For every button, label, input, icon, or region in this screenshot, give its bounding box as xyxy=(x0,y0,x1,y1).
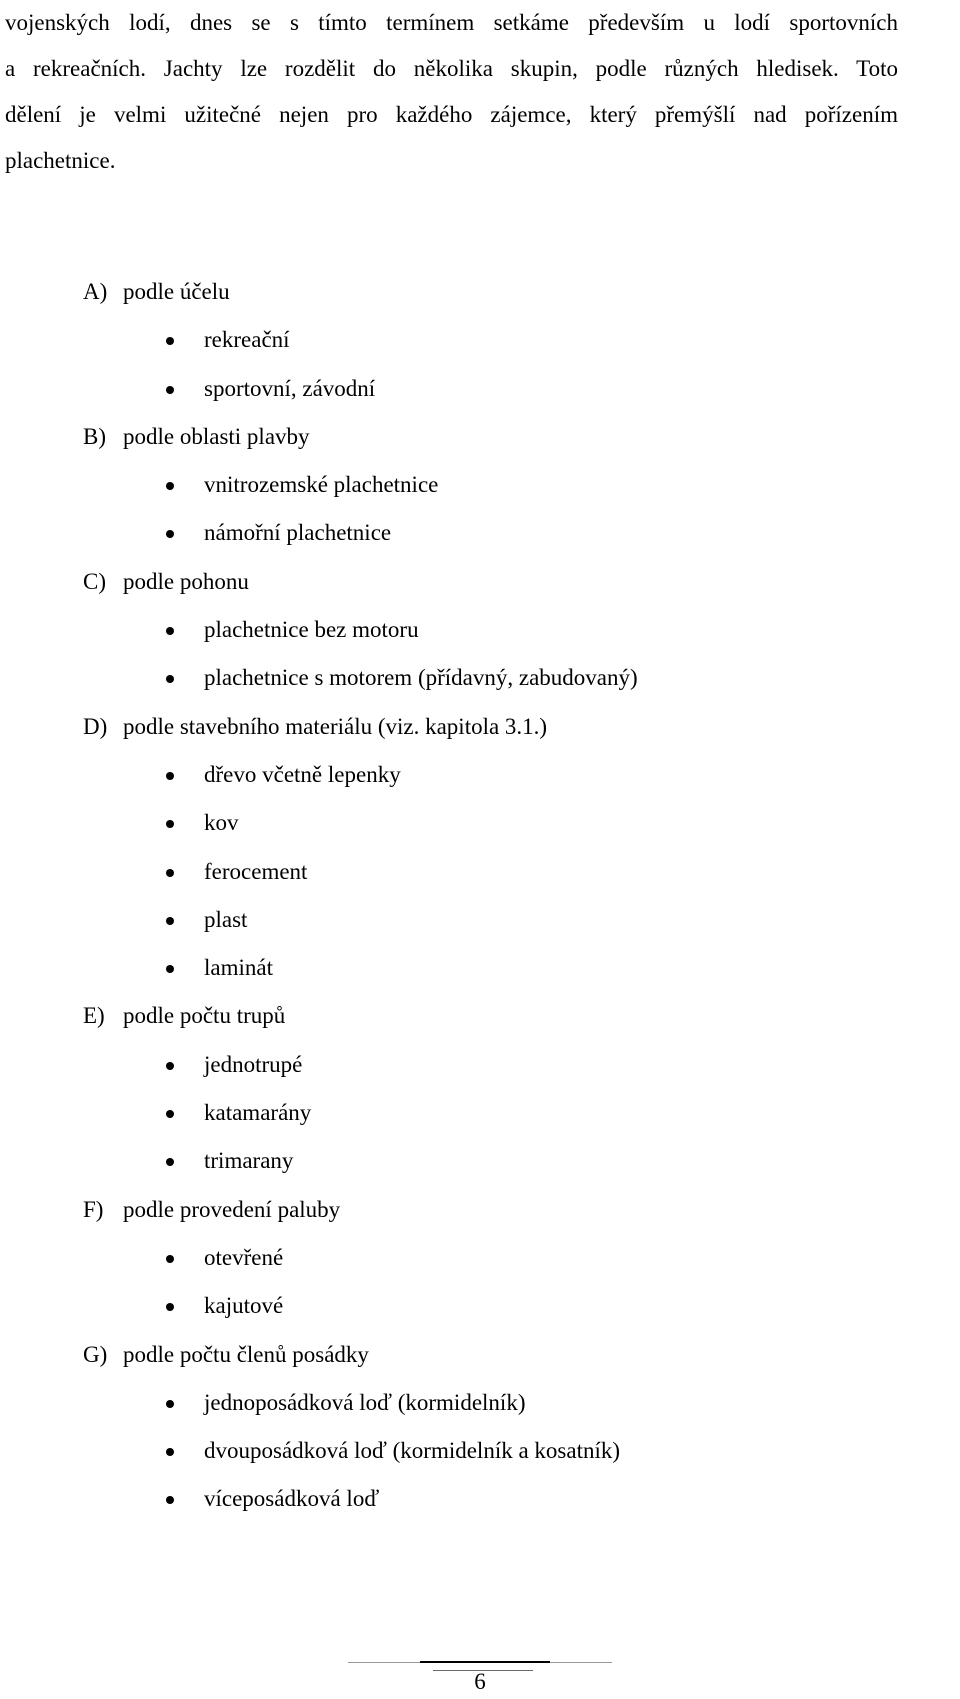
list-item-text: plast xyxy=(204,906,248,932)
bullet-icon xyxy=(166,675,174,683)
list-item xyxy=(0,1282,960,1330)
list-item xyxy=(0,751,960,799)
list-item-text: dřevo včetně lepenky xyxy=(204,761,401,787)
list-item xyxy=(0,944,960,992)
group-letter: B) xyxy=(83,423,106,449)
list-item xyxy=(0,654,960,702)
list-item-text: námořní plachetnice xyxy=(204,520,392,546)
group-heading xyxy=(0,413,960,461)
intro-line: vojenských lodí, dnes se s tímto termínem setkáme především u lodí sportovních xyxy=(5,10,898,35)
group-title: podle oblasti plavby xyxy=(123,423,310,449)
group-letter: A) xyxy=(83,279,108,304)
list-item xyxy=(0,606,960,654)
list-item xyxy=(0,799,960,847)
list-item xyxy=(0,1427,960,1475)
bullet-icon xyxy=(166,772,174,780)
group-title: podle počtu trupů xyxy=(123,1003,286,1029)
list-item-text: kajutové xyxy=(204,1293,284,1319)
classification-list xyxy=(0,268,960,1524)
group-heading xyxy=(0,992,960,1040)
list-item-text: laminát xyxy=(204,955,273,981)
group-title: podle účelu xyxy=(123,279,230,304)
list-item-text: jednotrupé xyxy=(204,1051,303,1077)
list-item-text: trimarany xyxy=(204,1148,294,1174)
group-heading xyxy=(0,558,960,606)
list-item-text: ferocement xyxy=(204,858,308,884)
list-item-text: víceposádková loď xyxy=(204,1486,380,1512)
list-item xyxy=(0,1475,960,1523)
list-item-text: plachetnice bez motoru xyxy=(204,617,419,643)
bullet-icon xyxy=(166,1255,174,1263)
bullet-icon xyxy=(166,530,174,538)
group-heading xyxy=(0,1331,960,1379)
list-item-text: plachetnice s motorem (přídavný, zabudovaný) xyxy=(204,665,638,691)
bullet-icon xyxy=(166,1062,174,1070)
bullet-icon xyxy=(166,1303,174,1311)
group-heading xyxy=(0,703,960,751)
list-item xyxy=(0,1137,960,1185)
intro-paragraph xyxy=(5,0,898,184)
group-title: podle provedení paluby xyxy=(123,1196,341,1222)
bullet-icon xyxy=(166,1496,174,1504)
list-item xyxy=(0,316,960,364)
group-letter: F) xyxy=(83,1196,104,1222)
list-item-text: katamarány xyxy=(204,1100,312,1126)
footer-separator-accent xyxy=(420,1661,550,1663)
list-item xyxy=(0,1379,960,1427)
list-item-text: rekreační xyxy=(204,327,290,353)
list-item-text: otevřené xyxy=(204,1244,284,1270)
page-number: 6 xyxy=(474,1669,486,1694)
bullet-icon xyxy=(166,386,174,394)
group-title: podle pohonu xyxy=(123,568,249,594)
list-item xyxy=(0,509,960,557)
group-heading xyxy=(0,1186,960,1234)
bullet-icon xyxy=(166,869,174,877)
list-item xyxy=(0,1234,960,1282)
intro-line: plachetnice. xyxy=(5,148,116,173)
group-title: podle počtu členů posádky xyxy=(123,1341,369,1367)
list-item-text: dvouposádková loď (kormidelník a kosatník) xyxy=(204,1438,621,1464)
bullet-icon xyxy=(166,965,174,973)
intro-line: a rekreačních. Jachty lze rozdělit do několika skupin, podle různých hledisek. Toto xyxy=(5,56,898,81)
bullet-icon xyxy=(166,1110,174,1118)
bullet-icon xyxy=(166,627,174,635)
list-item xyxy=(0,1041,960,1089)
bullet-icon xyxy=(166,820,174,828)
list-item-text: sportovní, závodní xyxy=(204,375,376,401)
intro-line: dělení je velmi užitečné nejen pro každého zájemce, který přemýšlí nad pořízením xyxy=(5,102,898,127)
group-letter: G) xyxy=(83,1341,108,1367)
group-letter: D) xyxy=(83,713,108,739)
group-title: podle stavebního materiálu (viz. kapitola 3.1.) xyxy=(123,713,548,739)
list-item xyxy=(0,365,960,413)
list-item-text: kov xyxy=(204,810,239,836)
bullet-icon xyxy=(166,917,174,925)
bullet-icon xyxy=(166,1400,174,1408)
list-item-text: jednoposádková loď (kormidelník) xyxy=(204,1389,526,1415)
bullet-icon xyxy=(166,1448,174,1456)
group-letter: E) xyxy=(83,1003,105,1029)
group-heading xyxy=(0,268,960,316)
bullet-icon xyxy=(166,1158,174,1166)
list-item xyxy=(0,461,960,509)
list-item-text: vnitrozemské plachetnice xyxy=(204,472,439,498)
list-item xyxy=(0,896,960,944)
list-item xyxy=(0,1089,960,1137)
bullet-icon xyxy=(166,337,174,345)
group-letter: C) xyxy=(83,568,106,594)
bullet-icon xyxy=(166,482,174,490)
list-item xyxy=(0,848,960,896)
